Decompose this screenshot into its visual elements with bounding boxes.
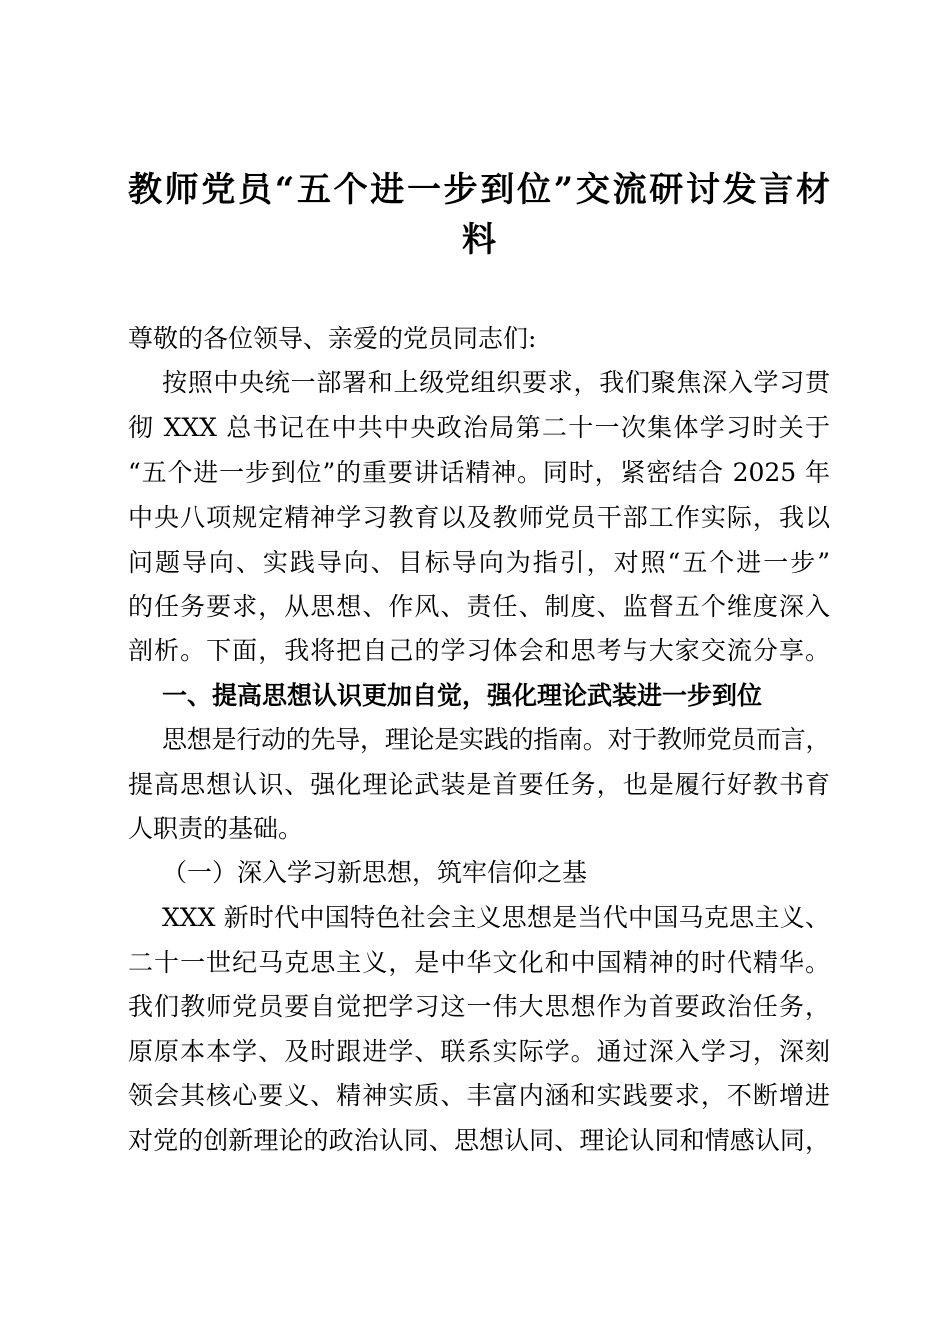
subsection-heading: （一）深入学习新思想，筑牢信仰之基 — [162, 858, 588, 887]
paragraph-line: 的任务要求，从思想、作风、责任、制度、监督五个维度深入 — [128, 592, 830, 621]
paragraph-line: 中央八项规定精神学习教育以及教师党员干部工作实际，我以 — [128, 503, 830, 532]
paragraph-line: 二十一世纪马克思主义，是中华文化和中国精神的时代精华。 — [128, 948, 830, 977]
paragraph-line: 对党的创新理论的政治认同、思想认同、理论认同和情感认同， — [128, 1126, 830, 1155]
paragraph-line: 问题导向、实践导向、目标导向为指引，对照“五个进一步” — [128, 548, 830, 577]
paragraph-line: 思想是行动的先导，理论是实践的指南。对于教师党员而言， — [162, 725, 830, 754]
paragraph-line: 按照中央统一部署和上级党组织要求，我们聚焦深入学习贯 — [162, 368, 830, 397]
paragraph-line: 剖析。下面，我将把自己的学习体会和思考与大家交流分享。 — [128, 636, 830, 665]
paragraph-line: 原原本本学、及时跟进学、联系实际学。通过深入学习，深刻 — [128, 1037, 830, 1066]
document-title-line-1: 教师党员“五个进一步到位”交流研讨发言材 — [128, 170, 830, 210]
paragraph-line: “五个进一步到位”的重要讲话精神。同时，紧密结合 2025 年 — [128, 458, 830, 487]
paragraph-line: 提高思想认识、强化理论武装是首要任务，也是履行好教书育 — [128, 770, 830, 799]
paragraph-line: 彻 XXX 总书记在中共中央政治局第二十一次集体学习时关于 — [128, 413, 830, 442]
salutation: 尊敬的各位领导、亲爱的党员同志们: — [128, 324, 537, 353]
paragraph-line: 人职责的基础。 — [128, 814, 304, 843]
document-title-line-2: 料 — [462, 220, 496, 260]
paragraph-line: 我们教师党员要自觉把学习这一伟大思想作为首要政治任务， — [128, 992, 830, 1021]
section-heading: 一、提高思想认识更加自觉，强化理论武装进一步到位 — [162, 681, 763, 710]
paragraph-line: 领会其核心要义、精神实质、丰富内涵和实践要求，不断增进 — [128, 1081, 830, 1110]
paragraph-line: XXX 新时代中国特色社会主义思想是当代中国马克思主义、 — [162, 903, 830, 932]
